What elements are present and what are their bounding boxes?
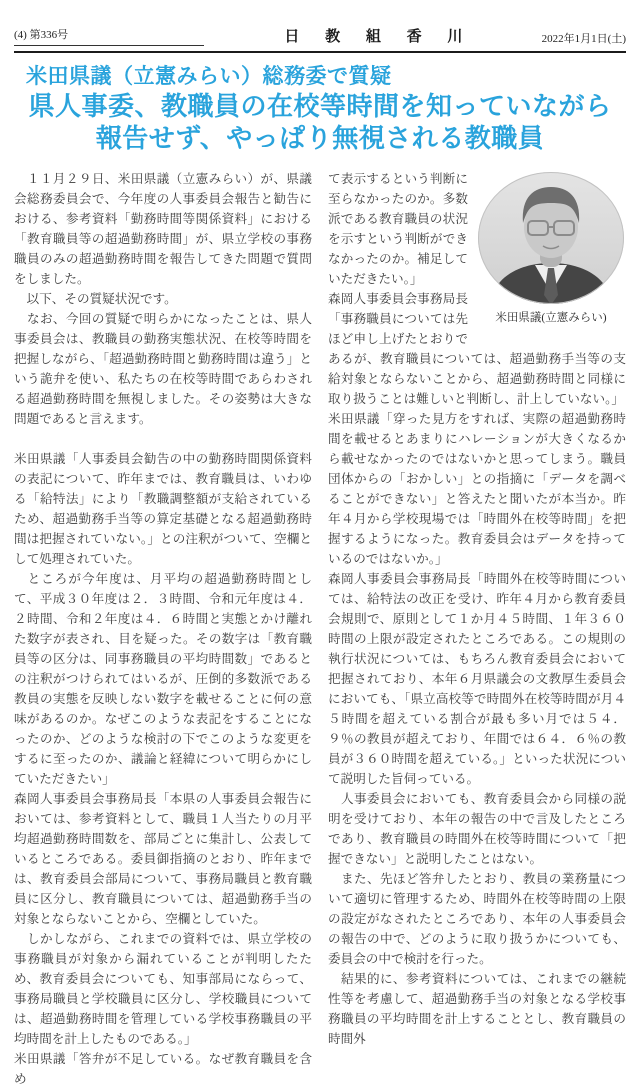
paragraph: 森岡人事委員会事務局長「時間外在校等時間については、給特法の改正を受け、昨年４月から教育委員会規則で、原則として１か月４５時間、１年３６０時間の上限が設定されたところである。この規則の執行状況については、もちろん教育委員会において把握されており、本年６月県議会の文教厚生委員会においても、「県立高校等で時間外在校等時間が月４５時間を超えている割合が最も多い月では５４．９％の教員が超えており、年間では６４．６％の教員が３６０時間を超えている。」といった状況について説明した旨伺っている。 [328, 572, 626, 787]
paragraph: なお、今回の質疑で明らかになったことは、県人事委員会は、教職員の勤務実態状況、在校等時間を把握しながら、「超過勤務時間と勤務時間は違う」という詭弁を使い、私たちの在校等時間であらわされる超過勤務時間を無視しました。その姿勢は大きな問題であると言えます。 [14, 312, 312, 427]
issue-number: (4) 第336号 [14, 26, 204, 46]
masthead [14, 0, 626, 53]
paragraph: 米田県議「穿った見方をすれば、実際の超過勤務時間を載せるとあまりにハレーションが大きくなるから載せなかったのではないかと思ってしまう。職員団体からの「おかしい」との指摘に「データを調べることができない」と答えたと聞いたが本当か。昨年４月から学校現場では「時間外在校等時間」を把握するようになった。教育委員会はデータを持っているのではないか。」 [328, 412, 626, 567]
yoneda-portrait-photo [477, 171, 625, 305]
paragraph: しかしながら、これまでの資料では、県立学校の事務職員が対象から漏れていることが判明したため、教育委員会についても、知事部局にならって、事務局職員と学校職員に区分し、学校職員については、超過勤務時間を管理している学校事務職員の平均時間を計上したものである。」 [14, 932, 312, 1047]
paragraph: また、先ほど答弁したとおり、教員の業務量について適切に管理するため、時間外在校等時間の上限の設定がなされたところであり、本年の人事委員会の報告の中で、どのように取り扱うかについても、委員会の中で検討を行った。 [328, 872, 626, 967]
paragraph: 森岡人事委員会事務局長「本県の人事委員会報告においては、参考資料として、職員１人当たりの月平均超過勤務時間数を、部局ごとに集計し、公表しているところである。委員御指摘のとおり、昨年までは、教育委員会部局について、事務局職員と教育職員に区分し、教育職員については、超過勤務手当の対象とならないことから、空欄としていた。 [14, 792, 312, 927]
headline-main-line2: 報告せず、やっぱり無視される教職員 [95, 123, 545, 154]
paragraph: 以下、その質疑状況です。 [14, 292, 177, 307]
paragraph: 人事委員会においても、教育委員会から同様の説明を受けており、本年の報告の中で言及したところであり、教育職員の時間外在校等時間について「把握できない」と説明したことはない。 [328, 792, 626, 867]
headline-kicker: 米田県議（立憲みらい）総務委で質疑 [26, 65, 392, 88]
article-body [14, 169, 626, 1089]
paragraph: ところが今年度は、月平均の超過勤務時間として、平成３０年度は２．３時間、令和元年度は４．２時間、令和２年度は４．６時間と実態とかけ離れた数字が表され、目を疑った。その数字は「教育職員等の区分は、同事務職員の平均時間数」であるとの注釈がつけられてはいるが、圧倒的多数派である教員の実態を反映しない数字を載せることに何の意味があるのか。なぜこのような表記をすることになったのか、どのような検討の下でこのような変更をするに至ったのか、議論と経緯について明らかにしていただきたい」 [14, 572, 312, 787]
paragraph: 米田県議「人事委員会勧告の中の勤務時間関係資料の表記について、昨年までは、教育職員は、いわゆる「給特法」により「教職調整額が支給されているため、超過勤務手当等の算定基礎となる超過勤務時間は把握されていない。」との注釈がついて、空欄として処理されていた。 [14, 452, 312, 567]
paragraph: 結果的に、参考資料については、これまでの継続性等を考慮して、超過勤務手当の対象となる学校事務職員の平均時間を計上することとし、教育職員の時間外 [328, 972, 626, 1047]
article-column-left [14, 169, 312, 1089]
paragraph: て表示するという判断に至らなかったのか。多数派である教育職員の状況を示すという判断ができなかったのか。補足していただきたい。」 [328, 172, 468, 287]
paper-title: 日 教 組 香 川 [284, 29, 474, 45]
publication-date: 2022年1月1日(土) [541, 33, 626, 45]
portrait-caption: 米田県議(立憲みらい) [495, 312, 607, 325]
paragraph: 森岡人事委員会事務局長「事務職員については先ほど申し上げたとおりであるが、教育職員については、超過勤務手当等の支給対象とならないことから、超過勤務時間と同様に取り扱うことは難しいと判断し、計上していない。」 [328, 292, 626, 407]
headline-main-line1: 県人事委、教職員の在校等時間を知っていながら [28, 91, 612, 121]
article-column-right [328, 169, 626, 1089]
paragraph: １１月２９日、米田県議（立憲みらい）が、県議会総務委員会で、今年度の人事委員会報告と勧告における、参考資料「勤務時間等関係資料」における「教育職員等の超過勤務時間」が、県立学校の事務職員のみの超過勤務時間を報告してきた問題で質問をしました。 [14, 172, 312, 287]
portrait-figure [476, 171, 626, 328]
paragraph: 米田県議「答弁が不足している。なぜ教育職員を含め [14, 1052, 312, 1087]
headline-block [14, 60, 626, 154]
